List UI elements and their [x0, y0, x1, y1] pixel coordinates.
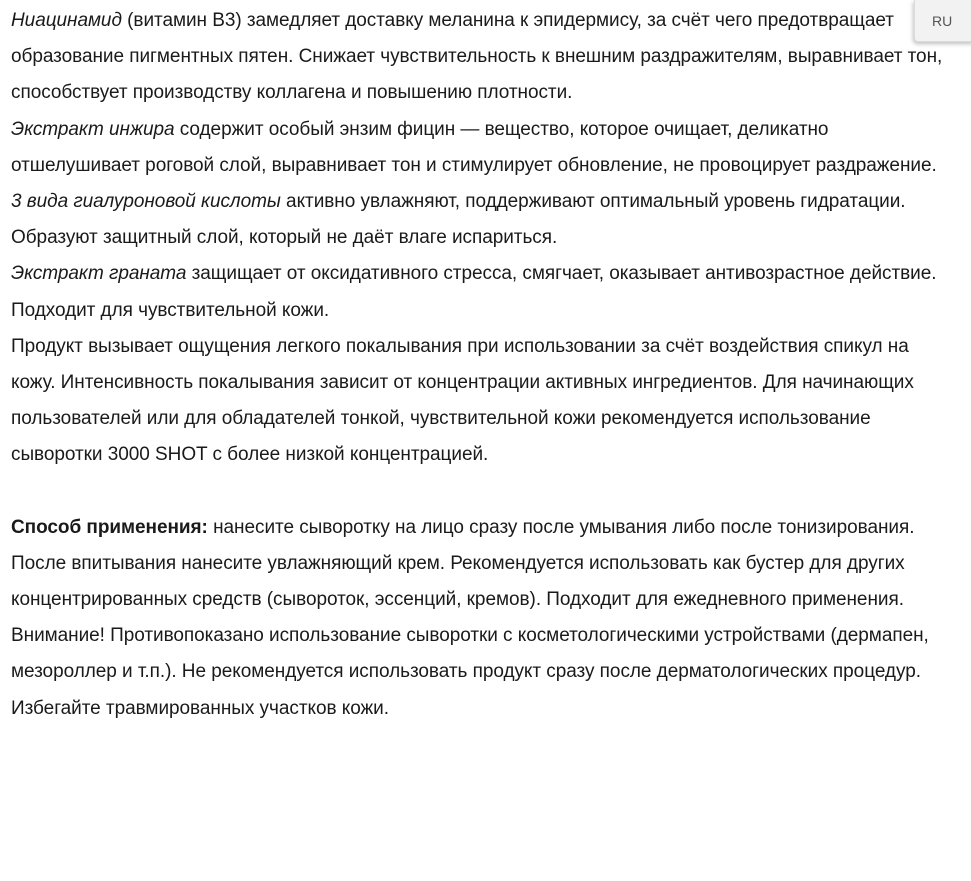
ingredient-paragraph [11, 256, 951, 292]
ingredient-description: защищает от оксидативного стресса, смягчает, оказывает антивозрастное действие. [186, 263, 937, 285]
ingredient-name: 3 вида гиалуроновой кислоты [11, 191, 281, 213]
ingredient-name: Экстракт граната [11, 263, 187, 285]
language-label: RU [932, 12, 953, 29]
usage-label: Способ применения: [11, 516, 208, 538]
ingredient-name: Экстракт инжира [11, 118, 175, 140]
skin-type-note: Подходит для чувствительной кожи. [11, 299, 330, 321]
paragraph-spacer [11, 474, 951, 510]
usage-paragraph [11, 510, 951, 619]
ingredient-paragraph [11, 184, 951, 256]
ingredient-paragraph [11, 112, 951, 184]
ingredient-description: (витамин В3) замедляет доставку меланина к эпидермису, за счёт чего предотвращает образование пигментных пятен. Снижает чувствительность к внешним раздражителям, выравнивает тон, способствует производству коллагена и повышению плотности. [11, 10, 943, 104]
product-description [11, 3, 951, 727]
ingredient-paragraph [11, 3, 951, 112]
usage-text: нанесите сыворотку на лицо сразу после умывания либо после тонизирования. После впитывания нанесите увлажняющий крем. Рекомендуется использовать как бустер для других концентрированных средств (сывороток, эссенций, кремов). Подходит для ежедневного применения. [11, 516, 915, 611]
ingredient-description: активно увлажняют, поддерживают оптимальный уровень гидратации. Образуют защитный слой, который не даёт влаге испариться. [11, 191, 906, 249]
warning-paragraph: Внимание! Противопоказано использование сыворотки с косметологическими устройствами (дермапен, мезороллер и т.п.). Не рекомендуется использовать продукт сразу после дерматологических процедур. Избегайте травмированных участков кожи. [11, 625, 929, 719]
ingredient-description: содержит особый энзим фицин — вещество, которое очищает, деликатно отшелушивает роговой слой, выравнивает тон и стимулирует обновление, не провоцирует раздражение. [11, 118, 937, 176]
ingredient-name: Ниацинамид [11, 10, 122, 31]
sensation-note: Продукт вызывает ощущения легкого покалывания при использовании за счёт воздействия спикул на кожу. Интенсивность покалывания зависит от концентрации активных ингредиентов. Для начинающих пользователей или для обладателей тонкой, чувствительной кожи рекомендуется использование сыворотки 3000 SHOT с более низкой концентрацией. [11, 335, 914, 466]
language-switcher-button[interactable] [914, 0, 971, 42]
